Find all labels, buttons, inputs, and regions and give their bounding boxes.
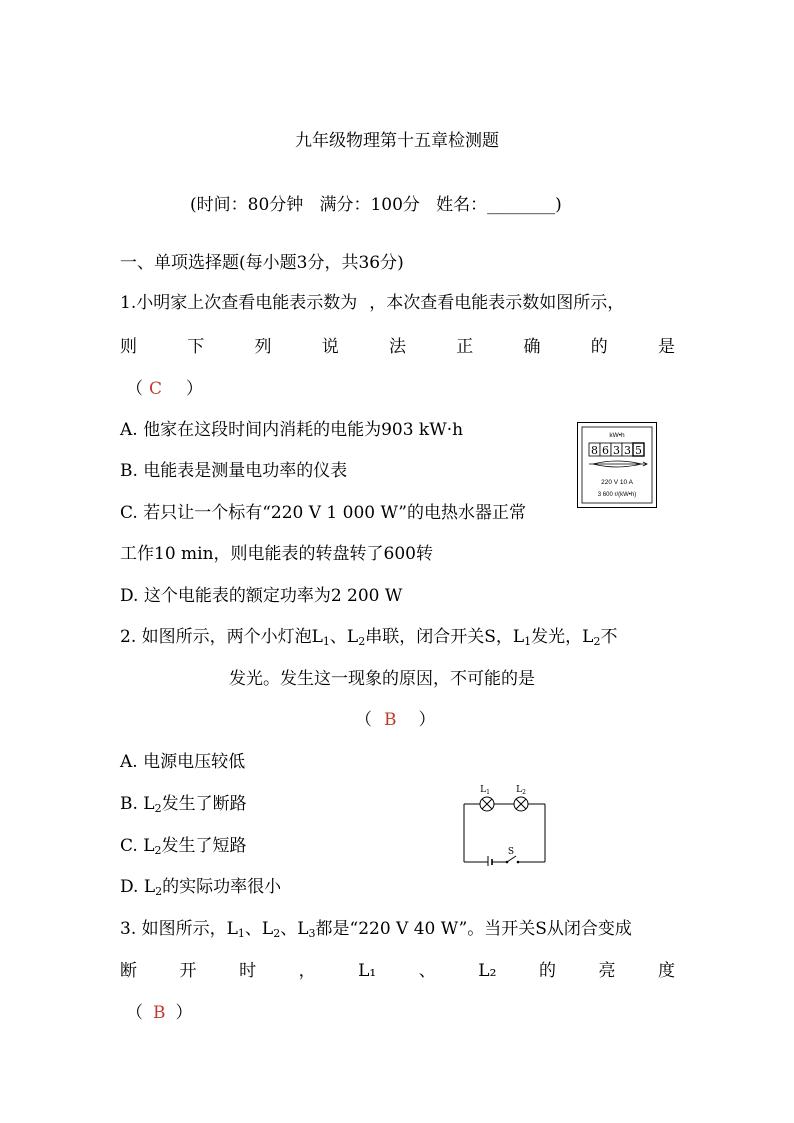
q2-text: 2. 如图所示，两个小灯泡L	[120, 627, 323, 647]
q1-stem-line1	[120, 292, 624, 314]
circuit-diagram	[458, 780, 552, 866]
q2-stem-line1	[120, 626, 617, 648]
q3-answer-blank	[126, 1002, 193, 1024]
q3-char: L₁	[358, 961, 377, 981]
option-text: 发生了断路	[161, 794, 247, 814]
q3-text: 、L	[280, 919, 309, 939]
option-text: B. L	[120, 794, 155, 814]
q2-text: 、L	[329, 627, 359, 647]
q1-option-c-cont: 工作10 min，则电能表的转盘转了600转	[120, 544, 433, 564]
q2-answer-blank	[355, 709, 436, 731]
meter-digit: 3	[613, 444, 620, 457]
q1-stem-part2: ，本次查看电能表示数如图所示，	[369, 293, 625, 313]
paren-close: ）	[175, 1003, 193, 1023]
exam-time: (时间：80分钟	[190, 195, 304, 215]
subscript: 2	[154, 844, 162, 857]
q1-option-d: D. 这个电能表的额定功率为2 200 W	[120, 586, 403, 606]
q3-char: 断	[120, 961, 137, 981]
q2-answer: B	[384, 710, 397, 730]
meter-digit: 3	[624, 444, 631, 457]
q1-char: 的	[590, 337, 608, 357]
q1-char: 则	[120, 337, 137, 357]
q3-text: 都是“220 V 40 W”。当开关S从闭合变成	[315, 919, 632, 939]
q2-stem-line2: 发光。发生这一现象的原因，不可能的是	[229, 669, 535, 689]
meter-digit: 6	[602, 444, 609, 457]
q1-option-b: B. 电能表是测量电功率的仪表	[120, 461, 348, 481]
paren-open: （	[126, 379, 143, 399]
q2-text: 不	[600, 627, 618, 647]
subscript: 2	[593, 635, 601, 648]
q1-stem-part1: 1.小明家上次查看电能表示数为	[120, 293, 358, 313]
label-switch: S	[507, 847, 515, 857]
meter-digits	[589, 443, 644, 457]
q1-option-a: A. 他家在这段时间内消耗的电能为903 kW·h	[120, 420, 464, 440]
meter-revolutions: 3 600 r/(kW•h)	[597, 492, 637, 498]
q1-answer-blank	[126, 378, 203, 400]
subscript: 2	[155, 885, 163, 898]
subscript: 2	[358, 635, 366, 648]
battery-icon	[488, 856, 492, 866]
label-l2: $L_2$	[516, 785, 526, 796]
label-l1: $L_1$	[480, 785, 490, 796]
q1-char: 法	[389, 337, 406, 357]
exam-name-field: 姓名：________)	[436, 195, 562, 215]
q1-option-c: C. 若只让一个标有“220 V 1 000 W”的电热水器正常	[120, 503, 526, 523]
q1-char: 列	[254, 337, 272, 357]
electricity-meter-figure	[577, 422, 657, 508]
q1-char: 正	[456, 337, 474, 357]
q2-option-d	[120, 876, 281, 898]
q2-text: 串联，闭合开关S，L	[365, 627, 525, 647]
subscript: 2	[154, 802, 162, 815]
option-text: D. L	[120, 877, 156, 897]
meter-digit: 5	[635, 444, 642, 457]
option-text: C. L	[120, 836, 155, 856]
circuit-figure	[458, 780, 552, 866]
q3-char: 的	[538, 961, 556, 981]
page-title: 九年级物理第十五章检测题	[295, 131, 499, 151]
q3-char: 、	[418, 961, 436, 981]
exam-meta	[190, 194, 562, 216]
meter-digit: 8	[591, 444, 598, 457]
q3-char: 度	[658, 961, 675, 981]
meter-unit: kW•h	[609, 432, 625, 439]
meter-diagram	[577, 422, 657, 508]
subscript: 3	[308, 927, 316, 940]
option-text: 发生了短路	[161, 836, 247, 856]
option-text: 的实际功率很小	[162, 877, 282, 897]
q3-char: L₂	[478, 961, 497, 981]
q2-option-c	[120, 835, 247, 857]
q3-stem-line2	[120, 960, 675, 982]
q3-char: 亮	[598, 961, 616, 981]
q1-char: 下	[187, 337, 205, 357]
exam-full-score: 满分：100分	[319, 195, 420, 215]
q3-stem-line1	[120, 918, 632, 940]
section-heading: 一、单项选择题(每小题3分，共36分)	[120, 253, 404, 273]
q1-char: 是	[658, 337, 675, 357]
meter-rating: 220 V 10 A	[601, 479, 633, 486]
paren-open: （	[126, 1003, 143, 1023]
subscript: 2	[273, 927, 281, 940]
q3-text: 、L	[244, 919, 274, 939]
q1-stem-line2	[120, 336, 675, 358]
q2-text: 发光，L	[531, 627, 594, 647]
paren-close: ）	[186, 379, 204, 399]
subscript: 1	[237, 927, 245, 940]
q2-option-a: A. 电源电压较低	[120, 752, 246, 772]
subscript: 1	[524, 635, 532, 648]
q1-char: 确	[523, 337, 541, 357]
subscript: 1	[322, 635, 330, 648]
q1-answer: C	[149, 379, 163, 399]
q3-char: ，	[298, 961, 316, 981]
paren-close: ）	[418, 710, 436, 730]
paren-open: （	[355, 710, 372, 730]
q3-text: 3. 如图所示，L	[120, 919, 238, 939]
q2-option-b	[120, 793, 247, 815]
q3-answer: B	[153, 1003, 166, 1023]
q3-char: 时	[239, 961, 257, 981]
q1-char: 说	[321, 337, 339, 357]
q3-char: 开	[179, 961, 197, 981]
